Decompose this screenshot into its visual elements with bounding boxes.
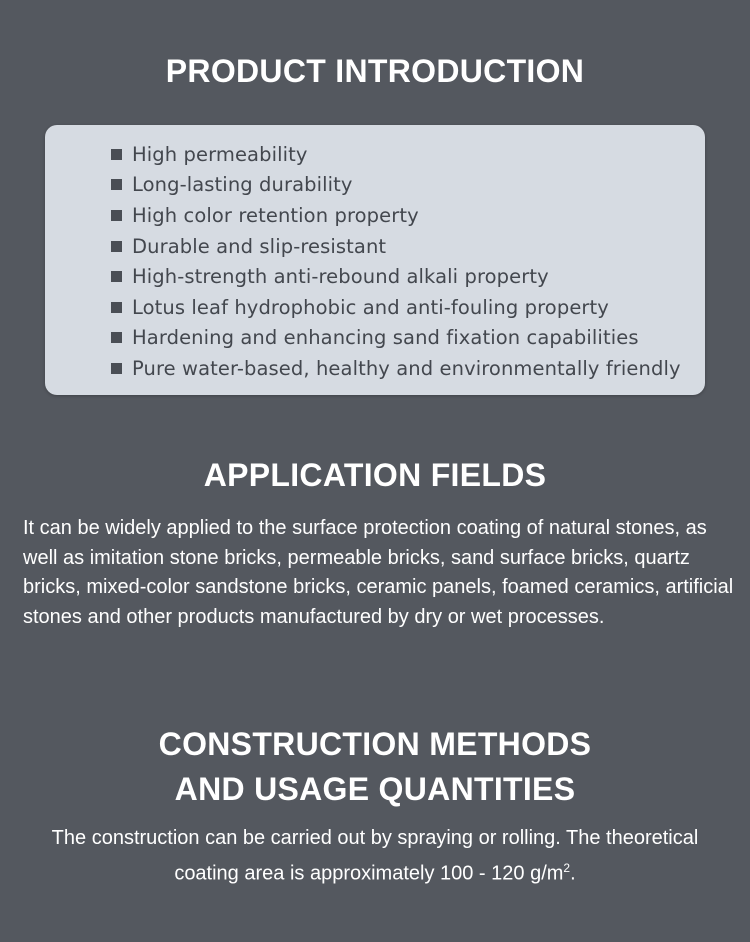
square-bullet-icon xyxy=(111,332,122,343)
feature-label: Hardening and enhancing sand fixation capabilities xyxy=(132,326,639,350)
feature-label: Long-lasting durability xyxy=(132,173,353,197)
feature-box xyxy=(45,125,705,395)
construction-title-line-2: AND USAGE QUANTITIES xyxy=(174,771,576,807)
feature-item xyxy=(111,170,681,201)
square-bullet-icon xyxy=(111,241,122,252)
construction-text-end: . xyxy=(570,862,576,885)
construction-text-superscript: 2 xyxy=(563,860,571,875)
square-bullet-icon xyxy=(111,302,122,313)
feature-item xyxy=(111,323,681,354)
feature-item xyxy=(111,139,681,170)
feature-label: Lotus leaf hydrophobic and anti-fouling property xyxy=(132,295,609,319)
construction-title-line-1: CONSTRUCTION METHODS xyxy=(158,726,592,762)
application-fields-text: It can be widely applied to the surface protection coating of natural stones, as well as imitation stone bricks, permeable bricks, sand surface bricks, quartz bricks, mixed-color sandstone bricks, ceramic panels, foamed ceramics, artificial stones and other products manufactured by dry or wet processes. xyxy=(23,517,734,628)
square-bullet-icon xyxy=(111,363,122,374)
feature-label: High-strength anti-rebound alkali property xyxy=(132,265,549,289)
feature-label: High permeability xyxy=(132,142,308,166)
feature-item xyxy=(111,200,681,231)
feature-label: High color retention property xyxy=(132,203,419,227)
feature-item xyxy=(111,292,681,323)
square-bullet-icon xyxy=(111,271,122,282)
feature-item xyxy=(111,231,681,262)
feature-label: Durable and slip-resistant xyxy=(132,234,387,258)
construction-methods-title xyxy=(0,722,750,812)
product-introduction-title: PRODUCT INTRODUCTION xyxy=(165,53,585,89)
construction-text-main: The construction can be carried out by spraying or rolling. The theoretical coating area is approximately 100 - 120 g/m xyxy=(51,827,699,885)
square-bullet-icon xyxy=(111,179,122,190)
feature-item xyxy=(111,261,681,292)
application-fields-title: APPLICATION FIELDS xyxy=(203,457,547,493)
feature-item xyxy=(111,353,681,384)
construction-text xyxy=(40,824,710,889)
feature-list xyxy=(111,139,681,384)
square-bullet-icon xyxy=(111,210,122,221)
feature-label: Pure water-based, healthy and environmentally friendly xyxy=(132,356,681,380)
square-bullet-icon xyxy=(111,149,122,160)
